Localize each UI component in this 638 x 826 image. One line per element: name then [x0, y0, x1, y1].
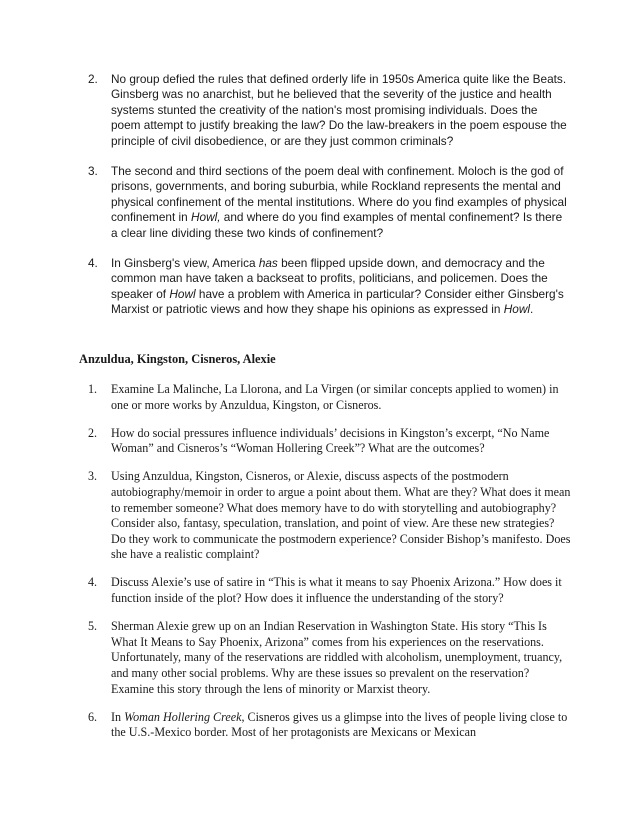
item-text: , Cisneros gives us a glimpse into the lives of people living close to the U.S.-Mexico border. Most of her protagonists are Mexicans or Mexican — [111, 709, 568, 740]
section-heading: Anzuldua, Kingston, Cisneros, Alexie — [79, 352, 276, 366]
italic-title: Howl — [503, 302, 531, 317]
italic-title: Woman Hollering Creek — [124, 709, 242, 724]
item-text: No group defied the rules that defined orderly life in 1950s America quite like the Beats. Ginsberg was no anarchist, but he believed that the severity of the justice and health systems stunted the creativity of the nation's most promising individuals. Does the poem attempt to justify breaking the law? Do the law-breakers in the poem espouse the principle of civil disobedience, or are they just common criminals? — [111, 72, 567, 148]
item-text: Using Anzuldua, Kingston, Cisneros, or Alexie, discuss aspects of the postmodern autobiography/memoir in order to argue a point about them. What are they? What does it mean to remember someone? What does memory have to do with storytelling and autobiography? Consider also, fantasy, speculation, translation, and point of view. Are these new strategies? Do they work to communicate the postmodern experience? Consider Bishop’s manifesto. Does she have a realistic complaint? — [111, 469, 571, 562]
italic-emphasis: has — [258, 256, 278, 271]
item-text: The second and third sections of the poem deal with confinement. Moloch is the god of prisons, governments, and boring suburbia, while Rockland represents the mental and physical confinement of the mental institutions. Where do you find examples of physical confinement in — [111, 164, 567, 225]
list-item — [88, 382, 572, 413]
item-text: How do social pressures influence individuals’ decisions in Kingston’s excerpt, “No Name Woman” and Cisneros’s “Woman Hollering Creek”? What are the outcomes? — [111, 425, 550, 456]
item-text: Sherman Alexie grew up on an Indian Reservation in Washington State. His story “This Is What It Means to Say Phoenix, Arizona” comes from his experiences on the reservations. Unfortunately, many of the reservations are riddled with alcoholism, unemployment, truancy, and many other social problems. Why are these issues so prevalent on the reservation? Examine this story through the lens of minority or Marxist theory. — [111, 619, 563, 696]
item-text: . — [530, 302, 534, 317]
item-number: 5. — [88, 619, 98, 634]
item-text: have a problem with America in particular? Consider either Ginsberg's Marxist or patriotic views and how they shape his opinions as expressed in — [111, 286, 564, 317]
item-number: 4. — [88, 256, 98, 271]
item-text: been flipped upside down, and democracy and the common man have taken a backseat to profits, politicians, and policemen. Does the speaker of — [111, 256, 548, 301]
item-text: Examine La Malinche, La Llorona, and La Virgen (or similar concepts applied to women) in one or more works by Anzuldua, Kingston, or Cisneros. — [111, 382, 559, 412]
item-text: Discuss Alexie’s use of satire in “This is what it means to say Phoenix Arizona.” How does it function inside of the plot? How does it influence the understanding of the story? — [111, 575, 562, 606]
item-number: 3. — [88, 469, 98, 484]
list-item — [88, 256, 568, 318]
list-item — [88, 710, 572, 741]
italic-title: Howl — [169, 286, 196, 301]
list-item — [88, 426, 572, 457]
item-number: 3. — [88, 164, 98, 179]
list-item — [88, 469, 572, 563]
item-text: In — [111, 709, 125, 724]
list-item — [88, 164, 568, 241]
list-item — [88, 619, 572, 697]
italic-title: Howl, — [191, 210, 221, 225]
item-text: In Ginsberg's view, America — [111, 256, 259, 271]
authors-question-list — [88, 382, 572, 753]
item-number: 1. — [88, 382, 98, 396]
item-number: 2. — [88, 425, 98, 440]
item-text: and where do you find examples of mental confinement? Is there a clear line dividing these two kinds of confinement? — [111, 210, 563, 240]
list-item — [88, 72, 568, 149]
item-number: 4. — [88, 575, 98, 590]
howl-question-list — [88, 72, 568, 333]
list-item — [88, 575, 572, 606]
item-number: 6. — [88, 709, 98, 724]
item-number: 2. — [88, 72, 98, 86]
